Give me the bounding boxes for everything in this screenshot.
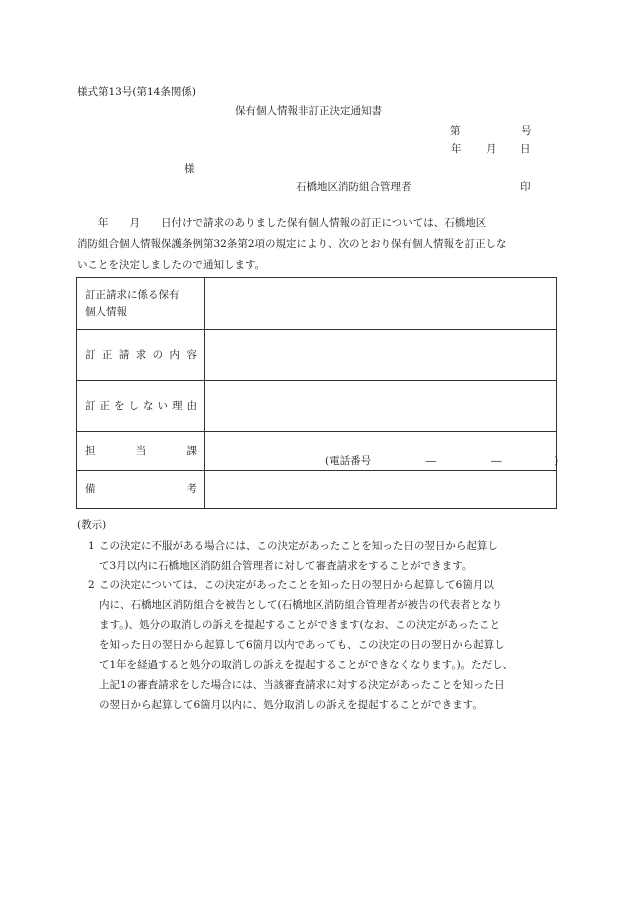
- label-char: 理: [172, 399, 183, 412]
- table-row: [77, 471, 557, 509]
- value-reason: [205, 381, 557, 432]
- document-number-suffix: 号: [521, 125, 532, 137]
- value-remarks: [205, 471, 557, 509]
- label-reason: [77, 381, 205, 432]
- table-row: [77, 330, 557, 381]
- document-title: 保有個人情報非訂正決定通知書: [235, 105, 382, 117]
- label-char: 訂: [85, 348, 96, 361]
- date-day-label: 日: [520, 143, 531, 155]
- instruction-item: [82, 536, 558, 576]
- label-char: し: [128, 399, 139, 412]
- instruction-item: [82, 575, 558, 715]
- instructions-heading: (教示): [77, 519, 107, 531]
- phone-dash: ―: [425, 455, 437, 467]
- label-remarks: [77, 471, 205, 509]
- document-number-prefix: 第: [450, 125, 461, 137]
- intro-line: 年 月 日付けで請求のありました保有個人情報の訂正については、石橋地区: [77, 217, 487, 229]
- label-char: 請: [118, 348, 130, 361]
- label-department: [77, 432, 205, 471]
- label-line: 訂正請求に係る保有: [85, 288, 180, 301]
- value-requested-info: [205, 278, 557, 330]
- label-requested-info: [77, 278, 205, 330]
- value-department: [205, 432, 557, 471]
- table-row: [77, 278, 557, 330]
- phone-number-field: [325, 453, 558, 468]
- phone-dash: ―: [490, 455, 502, 467]
- instruction-number: 2: [88, 579, 95, 591]
- label-char: 備: [85, 483, 96, 495]
- label-char: 求: [135, 348, 147, 361]
- label-char: 内: [169, 348, 181, 361]
- label-char: 担: [85, 445, 96, 457]
- label-char: 当: [135, 445, 147, 457]
- notice-table: [76, 277, 557, 509]
- table-row: [77, 432, 557, 471]
- intro-line: いことを決定しましたので通知します。: [77, 259, 266, 271]
- label-char: 容: [186, 348, 197, 361]
- instruction-line: 上記1の審査請求をした場合には、当該審査請求に対する決定があったことを知った日: [99, 679, 505, 691]
- phone-open: (電話番号: [325, 455, 372, 467]
- value-request-content: [205, 330, 557, 381]
- instruction-number: 1: [88, 540, 95, 552]
- instruction-text: [82, 575, 558, 715]
- table-row: [77, 381, 557, 432]
- addressee-honorific: 様: [184, 163, 195, 175]
- intro-line: 消防組合個人情報保護条例第32条第2項の規定により、次のとおり保有個人情報を訂正しな: [77, 238, 507, 250]
- label-char: な: [143, 399, 154, 412]
- label-char: 正: [101, 348, 113, 361]
- label-char: 訂: [85, 399, 96, 412]
- instruction-line: て3月以内に石橋地区消防組合管理者に対して審査請求をすることができます。: [99, 560, 473, 572]
- label-char: い: [157, 399, 168, 412]
- instruction-text: [82, 536, 558, 576]
- issuer-name: 石橋地区消防組合管理者: [296, 181, 412, 193]
- label-char: の: [152, 348, 164, 361]
- intro-paragraph: [77, 213, 557, 276]
- seal-mark: 印: [520, 181, 531, 193]
- date-month-label: 月: [486, 143, 497, 155]
- instruction-line: を知った日の翌日から起算して6箇月以内であっても、この決定の日の翌日から起算し: [99, 639, 505, 651]
- label-request-content: [77, 330, 205, 381]
- instruction-line: て1年を経過すると処分の取消しの訴えを提起することができなくなります。)。ただし、: [99, 659, 514, 671]
- label-char: 正: [99, 399, 110, 412]
- label-char: 考: [186, 483, 197, 495]
- label-line: 個人情報: [85, 305, 127, 318]
- date-year-label: 年: [451, 143, 462, 155]
- form-label: 様式第13号(第14条関係): [77, 86, 196, 98]
- instruction-line: この決定については、この決定があったことを知った日の翌日から起算して6箇月以: [99, 579, 494, 591]
- label-char: 由: [186, 399, 197, 412]
- instruction-line: 内に、石橋地区消防組合を被告として(石橋地区消防組合管理者が被告の代表者となり: [99, 599, 503, 611]
- instruction-line: ます。)、処分の取消しの訴えを提起することができます(なお、この決定があったこと: [99, 619, 500, 631]
- label-char: を: [114, 399, 125, 412]
- phone-close: ): [554, 455, 559, 467]
- label-char: 課: [186, 445, 197, 457]
- instruction-line: この決定に不服がある場合には、この決定があったことを知った日の翌日から起算し: [99, 540, 498, 552]
- instruction-line: の翌日から起算して6箇月以内に、処分取消しの訴えを提起することができます。: [99, 699, 483, 711]
